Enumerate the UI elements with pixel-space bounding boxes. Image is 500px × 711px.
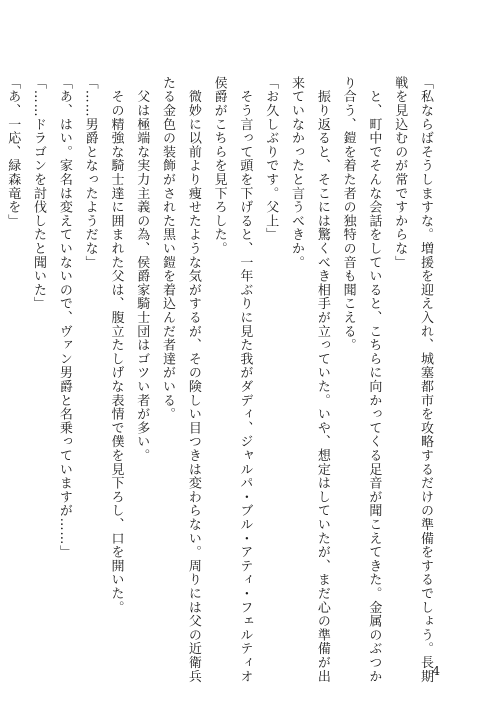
text-line: 父は極端な実力主義の為、侯爵家騎士団はゴツい者が多い。 bbox=[134, 76, 150, 463]
text-line: 侯爵がこちらを見下ろした。 bbox=[211, 76, 227, 256]
text-line: 「……ドラゴンを討伐したと聞いた」 bbox=[31, 76, 47, 311]
text-line: 「あ、一応、緑森竜を」 bbox=[5, 76, 21, 228]
text-line: たる金色の装飾がされた黒い鎧を着込んだ者達がいる。 bbox=[160, 76, 176, 421]
text-line: 微妙に以前より痩せたような気がするが、その険しい目つきは変わらない。周りには父の近衛兵 bbox=[185, 76, 201, 684]
text-line: 振り返ると、そこには驚くべき相手が立っていた。いや、想定はしていたが、まだ心の準備が出 bbox=[314, 76, 330, 684]
text-line: そう言って頭を下げると、一年ぶりに見た我がダディ、ジャルパ・ブル・アティ・フェルティオ bbox=[237, 76, 253, 684]
text-line: 戦を見込むのが常ですからな」 bbox=[392, 76, 408, 270]
text-line: 来ていなかったと言うべきか。 bbox=[289, 76, 305, 270]
text-line: 「私ならばそうしますな。増援を迎え入れ、城塞都市を攻略するだけの準備をするでしょう。長期 bbox=[418, 76, 433, 684]
text-line: その精強な騎士達に囲まれた父は、腹立たしげな表情で僕を見下ろし、口を開いた。 bbox=[108, 76, 124, 615]
text-line: 「あ、はい。家名は変えていないので、ヴァン男爵と名乗っていますが……」 bbox=[56, 76, 72, 559]
text-line: 「お久しぶりです。父上」 bbox=[263, 76, 279, 242]
vertical-text-block bbox=[0, 76, 438, 688]
text-line: と、町中でそんな会話をしていると、こちらに向かってくる足音が聞こえてきた。金属のぶつか bbox=[366, 76, 382, 684]
text-line: り合う、鎧を着た者の独特の音も聞こえる。 bbox=[340, 76, 356, 352]
page-number: 4 bbox=[432, 664, 440, 678]
text-line: 「……男爵となったようだな」 bbox=[82, 76, 98, 270]
